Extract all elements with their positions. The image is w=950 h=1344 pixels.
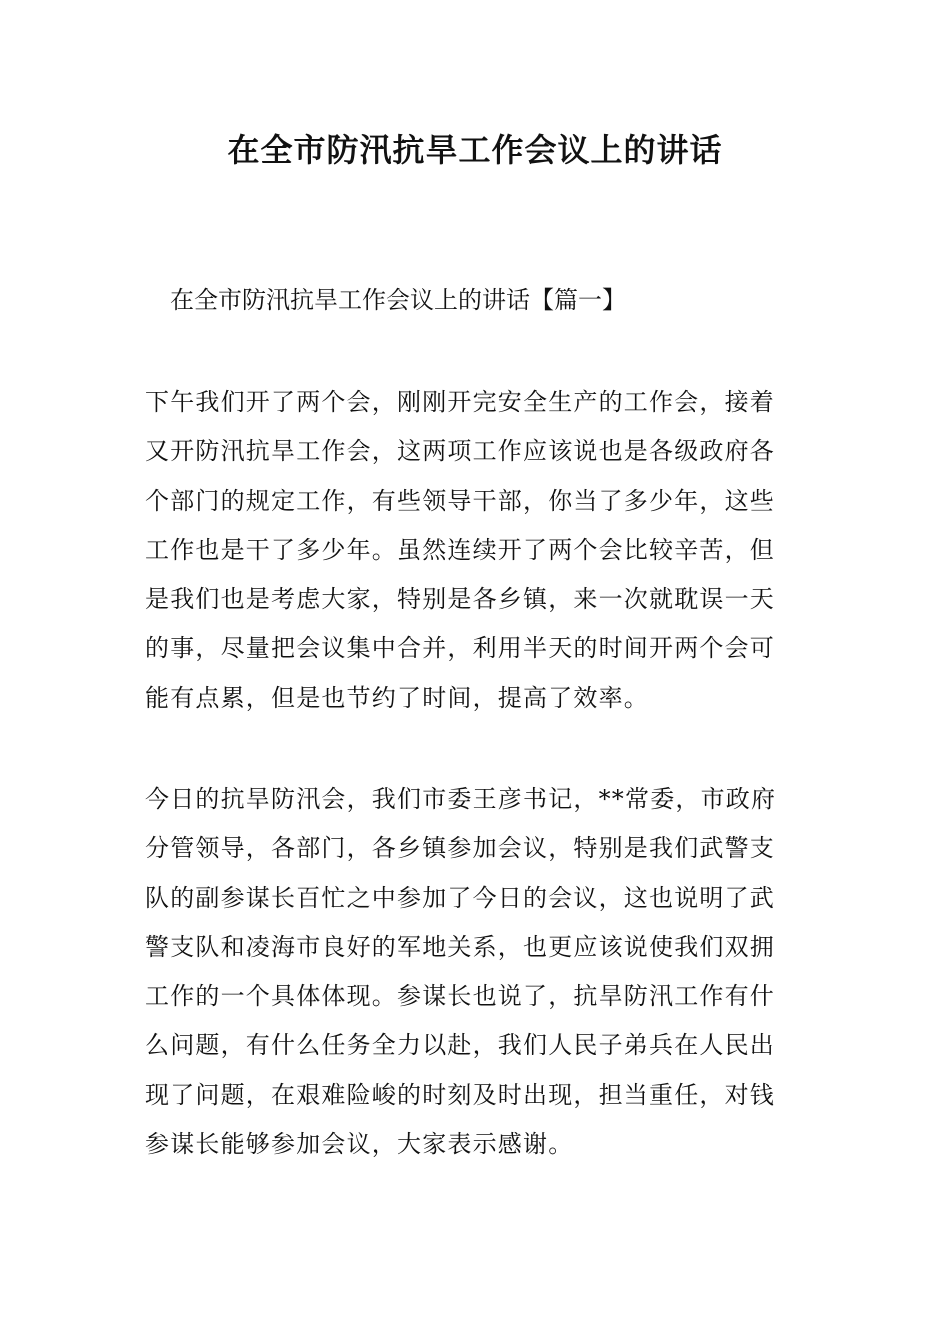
document-title: 在全市防汛抗旱工作会议上的讲话 <box>227 131 723 169</box>
paragraph-line: 参谋长能够参加会议，大家表示感谢。 <box>145 1130 574 1159</box>
paragraph-line: 的事，尽量把会议集中合并，利用半天的时间开两个会可 <box>145 634 775 663</box>
paragraph-line: 警支队和凌海市良好的军地关系，也更应该说使我们双拥 <box>145 932 775 961</box>
paragraph-line: 工作也是干了多少年。虽然连续开了两个会比较辛苦，但 <box>145 535 775 564</box>
paragraph-line: 现了问题，在艰难险峻的时刻及时出现，担当重任，对钱 <box>145 1080 775 1109</box>
paragraph-line: 今日的抗旱防汛会，我们市委王彦书记，**常委，市政府 <box>145 785 777 813</box>
paragraph-line: 么问题，有什么任务全力以赴，我们人民子弟兵在人民出 <box>145 1031 775 1060</box>
paragraph-line: 下午我们开了两个会，刚刚开完安全生产的工作会，接着 <box>145 388 775 416</box>
paragraph-line: 工作的一个具体体现。参谋长也说了，抗旱防汛工作有什 <box>145 982 775 1011</box>
paragraph-line: 个部门的规定工作，有些领导干部，你当了多少年，这些 <box>145 486 775 515</box>
paragraph-1 <box>145 378 807 723</box>
paragraph-line: 是我们也是考虑大家，特别是各乡镇，来一次就耽误一天 <box>145 585 775 614</box>
section-heading: 在全市防汛抗旱工作会议上的讲话【篇一】 <box>170 286 626 314</box>
paragraph-line: 能有点累，但是也节约了时间，提高了效率。 <box>145 683 649 712</box>
paragraph-line: 分管领导，各部门，各乡镇参加会议，特别是我们武警支 <box>145 834 775 863</box>
paragraph-line: 队的副参谋长百忙之中参加了今日的会议，这也说明了武 <box>145 883 775 912</box>
paragraph-line: 又开防汛抗旱工作会，这两项工作应该说也是各级政府各 <box>145 437 775 466</box>
paragraph-2 <box>145 775 807 1169</box>
